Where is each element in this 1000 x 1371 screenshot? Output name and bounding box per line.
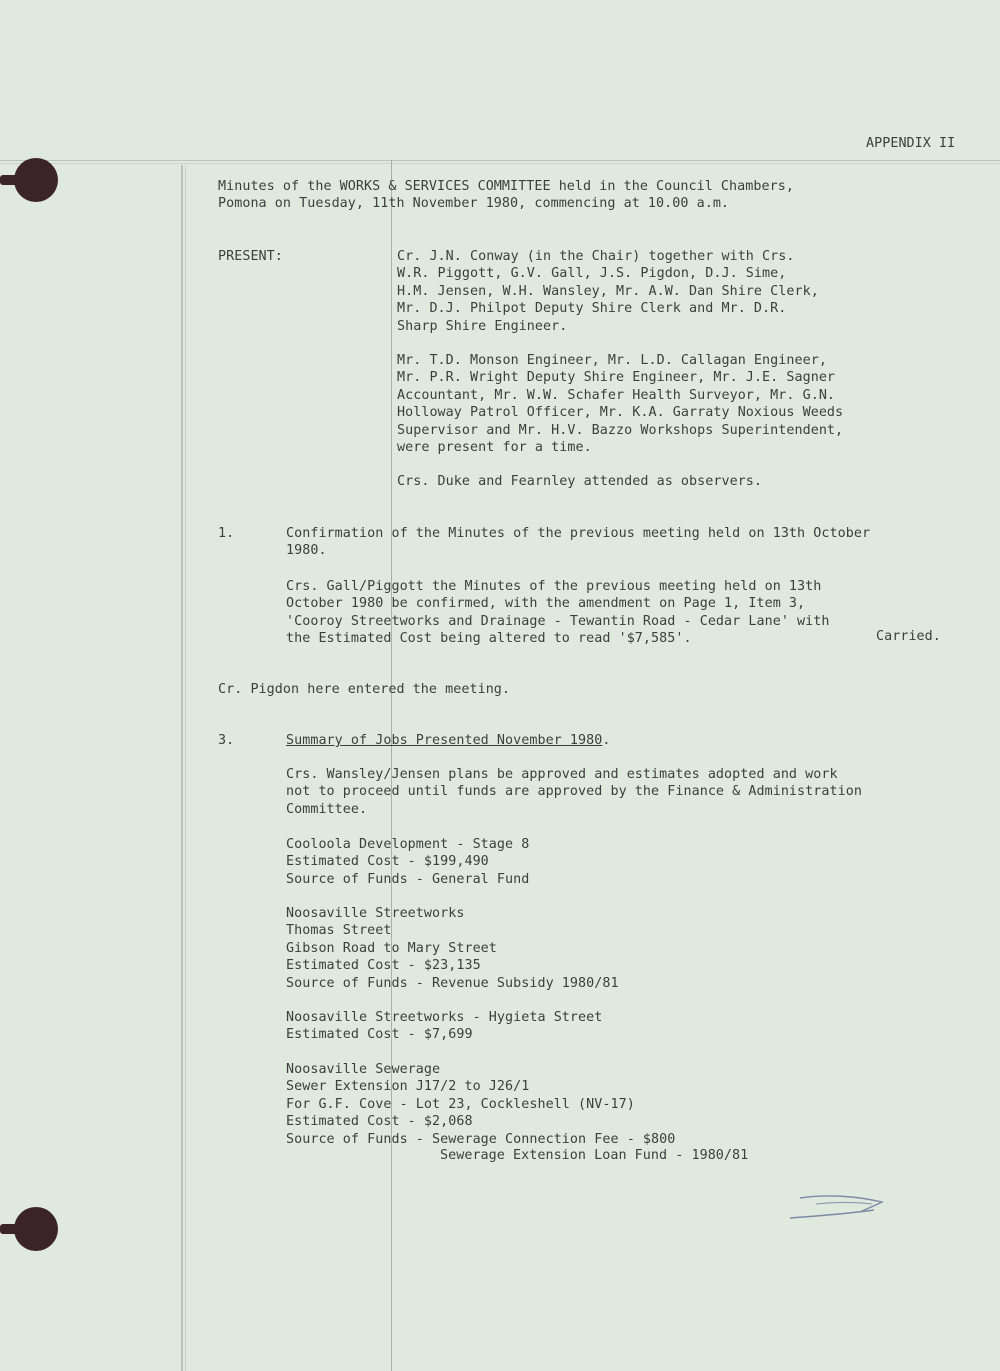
item-3-resolution: Crs. Wansley/Jensen plans be approved and estimates adopted and work not to proceed until funds are approved by the Finance & Administration Committee. — [286, 767, 862, 817]
header-rule — [0, 160, 1000, 161]
present-members: Cr. J.N. Conway (in the Chair) together with Crs. W.R. Piggott, G.V. Gall, J.S. Pigdon, D.J. Sime, H.M. Jensen, W.H. Wansley, Mr. A.W. Dan Shire Clerk, Mr. D.J. Philpot Deputy Shire Clerk and Mr. D.R. Sharp Shire Engineer. — [397, 249, 819, 334]
item-3-heading-line — [286, 732, 611, 749]
item-3-heading: Summary of Jobs Presented November 1980 — [286, 733, 603, 748]
item-3-heading-suffix: . — [602, 733, 611, 748]
present-observers: Crs. Duke and Fearnley attended as observers. — [397, 474, 763, 489]
minutes-intro: Minutes of the WORKS & SERVICES COMMITTEE held in the Council Chambers, Pomona on Tuesday, 11th November 1980, commencing at 10.00 a.m. — [218, 179, 794, 212]
punch-hole-bottom — [14, 1207, 58, 1251]
present-label: PRESENT: — [218, 249, 283, 264]
item-1-heading: Confirmation of the Minutes of the previous meeting held on 13th October 1980. — [286, 526, 871, 559]
job-noosaville-sewerage-continuation: Sewerage Extension Loan Fund - 1980/81 — [440, 1148, 749, 1163]
job-cooloola-development: Cooloola Development - Stage 8 Estimated Cost - $199,490 Source of Funds - General Fund — [286, 837, 530, 887]
margin-rule-secondary — [185, 165, 186, 1371]
item-3-number: 3. — [218, 733, 235, 748]
item-1-resolution: Crs. Gall/Piggott the Minutes of the previous meeting held on 13th October 1980 be confirmed, with the amendment on Page 1, Item 3, 'Cooroy Streetworks and Drainage - Tewantin Road - Cedar Lane' with the Estimated Cost being altered to read '$7,585'. — [286, 579, 830, 647]
punch-hole-top — [14, 158, 58, 202]
job-noosaville-streetworks-hygieta: Noosaville Streetworks - Hygieta Street Estimated Cost - $7,699 — [286, 1010, 603, 1043]
item-1-number: 1. — [218, 526, 235, 541]
present-officers: Mr. T.D. Monson Engineer, Mr. L.D. Callagan Engineer, Mr. P.R. Wright Deputy Shire Engineer, Mr. J.E. Sagner Accountant, Mr. W.W. Schafer Health Surveyor, Mr. G.N. Holloway Patrol Officer, Mr. K.A. Garraty Noxious Weeds Supervisor and Mr. H.V. Bazzo Workshops Superintendent, were present for a time. — [397, 353, 844, 456]
handwritten-arrow-icon — [786, 1190, 886, 1224]
item-1-status: Carried. — [876, 629, 941, 644]
pigdon-entered-note: Cr. Pigdon here entered the meeting. — [218, 682, 511, 697]
margin-rule — [181, 165, 183, 1371]
appendix-label: APPENDIX II — [866, 136, 956, 151]
job-noosaville-streetworks-thomas: Noosaville Streetworks Thomas Street Gibson Road to Mary Street Estimated Cost - $23,135 Source of Funds - Revenue Subsidy 1980/81 — [286, 906, 619, 991]
header-rule-secondary — [0, 163, 1000, 164]
job-noosaville-sewerage: Noosaville Sewerage Sewer Extension J17/2 to J26/1 For G.F. Cove - Lot 23, Cockleshell (NV-17) Estimated Cost - $2,068 Source of Funds - Sewerage Connection Fee - $800 — [286, 1062, 676, 1147]
